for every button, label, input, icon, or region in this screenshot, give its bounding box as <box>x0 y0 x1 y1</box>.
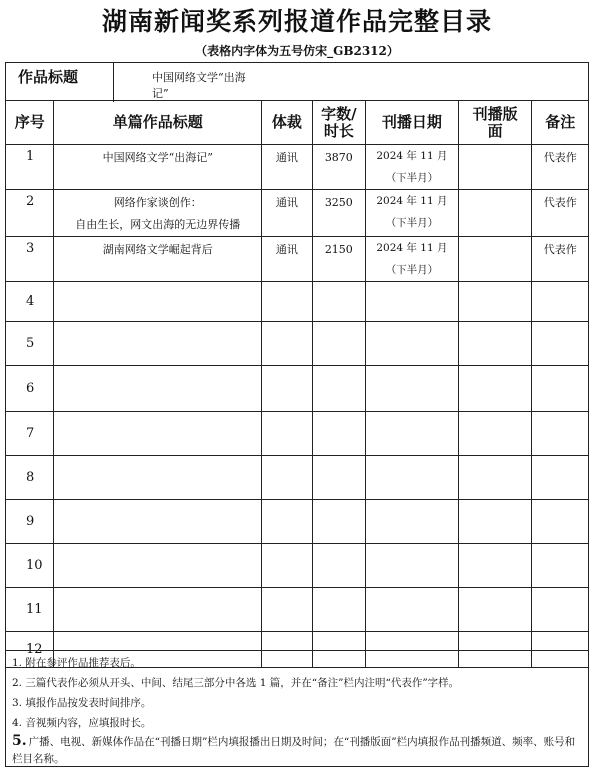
row-seq[interactable] <box>6 282 54 322</box>
header-single-title: 单篇作品标题 <box>54 101 262 145</box>
row-genre-value: 通讯 <box>275 243 298 256</box>
note-5-number: 5. <box>12 733 27 749</box>
catalog-table <box>5 62 589 668</box>
row-seq[interactable] <box>6 237 54 282</box>
row-remark[interactable] <box>532 145 589 190</box>
note-5 <box>12 733 582 768</box>
work-title-value[interactable]: 中国网络文学“出海记” <box>152 71 246 100</box>
row-title-line1: 湖南网络文学崛起背后 <box>102 243 213 256</box>
row-remark[interactable] <box>532 412 589 456</box>
row-seq-value: 6 <box>26 381 35 396</box>
row-seq[interactable] <box>6 456 54 500</box>
row-title[interactable] <box>54 588 262 632</box>
row-genre-value: 通讯 <box>275 151 298 164</box>
header-page-line1: 刊播版 <box>472 104 518 123</box>
row-seq[interactable] <box>6 544 54 588</box>
row-seq[interactable] <box>6 366 54 412</box>
row-page[interactable] <box>458 456 532 500</box>
row-seq[interactable] <box>6 322 54 366</box>
row-date-line1: 2024 年 11 月 <box>376 150 448 162</box>
table-row <box>6 366 589 412</box>
row-remark[interactable] <box>532 456 589 500</box>
row-title[interactable] <box>54 412 262 456</box>
row-seq-value: 5 <box>26 336 35 351</box>
row-date-line2: （下半月） <box>385 172 439 184</box>
row-seq-value: 3 <box>26 241 35 256</box>
row-genre[interactable] <box>262 412 312 456</box>
row-date-line2: （下半月） <box>385 264 439 276</box>
table-row <box>6 190 589 237</box>
header-genre: 体裁 <box>262 101 312 145</box>
row-page[interactable] <box>458 237 532 282</box>
row-words[interactable] <box>312 366 365 412</box>
header-remark: 备注 <box>532 101 589 145</box>
row-words[interactable] <box>312 322 365 366</box>
row-genre-value: 通讯 <box>275 196 298 209</box>
table-row <box>6 412 589 456</box>
row-genre[interactable] <box>262 322 312 366</box>
row-seq-value: 12 <box>26 642 43 657</box>
note-1: 1. 附在参评作品推荐表后。 <box>12 657 141 669</box>
row-genre[interactable] <box>262 145 312 190</box>
row-genre[interactable] <box>262 544 312 588</box>
row-remark[interactable] <box>532 366 589 412</box>
work-title-blank[interactable] <box>262 63 589 101</box>
table-row <box>6 588 589 632</box>
row-date[interactable] <box>366 237 459 282</box>
row-title[interactable] <box>54 190 262 237</box>
table-row <box>6 544 589 588</box>
row-page[interactable] <box>458 190 532 237</box>
row-date[interactable] <box>366 145 459 190</box>
header-words <box>312 101 365 145</box>
row-seq-value: 1 <box>26 149 35 164</box>
row-seq-value: 8 <box>26 470 35 485</box>
notes-box <box>5 650 589 767</box>
row-date-line1: 2024 年 11 月 <box>376 242 448 254</box>
row-words[interactable] <box>312 412 365 456</box>
row-title[interactable] <box>54 366 262 412</box>
row-seq[interactable] <box>6 500 54 544</box>
row-genre[interactable] <box>262 456 312 500</box>
row-words-value: 3870 <box>324 151 353 164</box>
row-genre[interactable] <box>262 500 312 544</box>
row-words-value: 3250 <box>324 196 353 209</box>
table-row <box>6 500 589 544</box>
table-body <box>6 145 589 668</box>
row-page[interactable] <box>458 588 532 632</box>
row-title[interactable] <box>54 145 262 190</box>
work-title-row <box>6 63 589 101</box>
row-page[interactable] <box>458 282 532 322</box>
row-date-line1: 2024 年 11 月 <box>376 195 448 207</box>
row-seq[interactable] <box>6 588 54 632</box>
row-seq-value: 2 <box>26 194 35 209</box>
row-seq-value: 7 <box>26 426 35 441</box>
row-genre[interactable] <box>262 237 312 282</box>
row-seq-value: 4 <box>26 294 35 309</box>
row-genre[interactable] <box>262 366 312 412</box>
row-seq[interactable] <box>6 145 54 190</box>
row-date[interactable] <box>366 588 459 632</box>
row-title[interactable] <box>54 500 262 544</box>
row-title-line1: 网络作家谈创作： <box>113 196 202 209</box>
work-title-divider <box>113 62 114 102</box>
row-title[interactable] <box>54 237 262 282</box>
header-date: 刊播日期 <box>366 101 459 145</box>
header-words-line2: 时长 <box>323 121 354 140</box>
row-title-line1: 中国网络文学“出海记” <box>102 151 213 164</box>
row-genre[interactable] <box>262 190 312 237</box>
row-date[interactable] <box>366 456 459 500</box>
row-seq-value: 10 <box>26 558 43 573</box>
note-4: 4. 音视频内容，应填报时长。 <box>12 717 152 729</box>
row-words[interactable] <box>312 145 365 190</box>
row-remark[interactable] <box>532 500 589 544</box>
note-2: 2. 三篇代表作必须从开头、中间、结尾三部分中各选 1 篇，并在“备注”栏内注明“代表作”字样。 <box>12 677 460 689</box>
row-genre[interactable] <box>262 588 312 632</box>
header-seq: 序号 <box>6 101 54 145</box>
row-page[interactable] <box>458 500 532 544</box>
table-row <box>6 282 589 322</box>
row-remark[interactable] <box>532 544 589 588</box>
row-remark-value: 代表作 <box>543 196 577 209</box>
table-row <box>6 145 589 190</box>
row-seq[interactable] <box>6 190 54 237</box>
row-title[interactable] <box>54 456 262 500</box>
row-date[interactable] <box>366 544 459 588</box>
row-words-value: 2150 <box>324 243 353 256</box>
row-date[interactable] <box>366 190 459 237</box>
row-genre[interactable] <box>262 282 312 322</box>
row-title[interactable] <box>54 322 262 366</box>
row-seq[interactable] <box>6 412 54 456</box>
row-remark[interactable] <box>532 237 589 282</box>
row-page[interactable] <box>458 412 532 456</box>
row-seq-value: 9 <box>26 514 35 529</box>
row-remark[interactable] <box>532 322 589 366</box>
row-title-line2: 自由生长，网文出海的无边界传播 <box>75 218 241 231</box>
row-remark[interactable] <box>532 190 589 237</box>
table-row <box>6 456 589 500</box>
header-page-line2: 面 <box>487 121 503 140</box>
row-date[interactable] <box>366 282 459 322</box>
row-seq-value: 11 <box>26 602 43 617</box>
row-page[interactable] <box>458 544 532 588</box>
row-date[interactable] <box>366 500 459 544</box>
font-note: （表格内字体为五号仿宋_GB2312） <box>195 44 399 58</box>
row-date-line2: （下半月） <box>385 217 439 229</box>
note-3: 3. 填报作品按发表时间排序。 <box>12 697 152 709</box>
row-date[interactable] <box>366 322 459 366</box>
row-words[interactable] <box>312 544 365 588</box>
row-words[interactable] <box>312 190 365 237</box>
row-page[interactable] <box>458 322 532 366</box>
row-words[interactable] <box>312 456 365 500</box>
row-page[interactable] <box>458 145 532 190</box>
header-words-line1: 字数/ <box>321 104 357 123</box>
row-words[interactable] <box>312 282 365 322</box>
row-date[interactable] <box>366 412 459 456</box>
table-row <box>6 322 589 366</box>
row-title[interactable] <box>54 282 262 322</box>
row-page[interactable] <box>458 366 532 412</box>
row-remark[interactable] <box>532 282 589 322</box>
row-remark-value: 代表作 <box>543 151 577 164</box>
header-row <box>6 101 589 145</box>
row-title[interactable] <box>54 544 262 588</box>
header-page <box>458 101 532 145</box>
row-words[interactable] <box>312 588 365 632</box>
work-title-label: 作品标题 <box>18 68 79 86</box>
row-words[interactable] <box>312 237 365 282</box>
row-date[interactable] <box>366 366 459 412</box>
row-remark-value: 代表作 <box>543 243 577 256</box>
row-remark[interactable] <box>532 588 589 632</box>
table-row <box>6 237 589 282</box>
work-title-cell <box>6 63 262 101</box>
note-5-text: 广播、电视、新媒体作品在“刊播日期”栏内填报播出日期及时间；在“刊播版面”栏内填报作品刊播频道、频率、账号和栏目名称。 <box>12 736 576 765</box>
page-title: 湖南新闻奖系列报道作品完整目录 <box>101 7 492 36</box>
row-words[interactable] <box>312 500 365 544</box>
